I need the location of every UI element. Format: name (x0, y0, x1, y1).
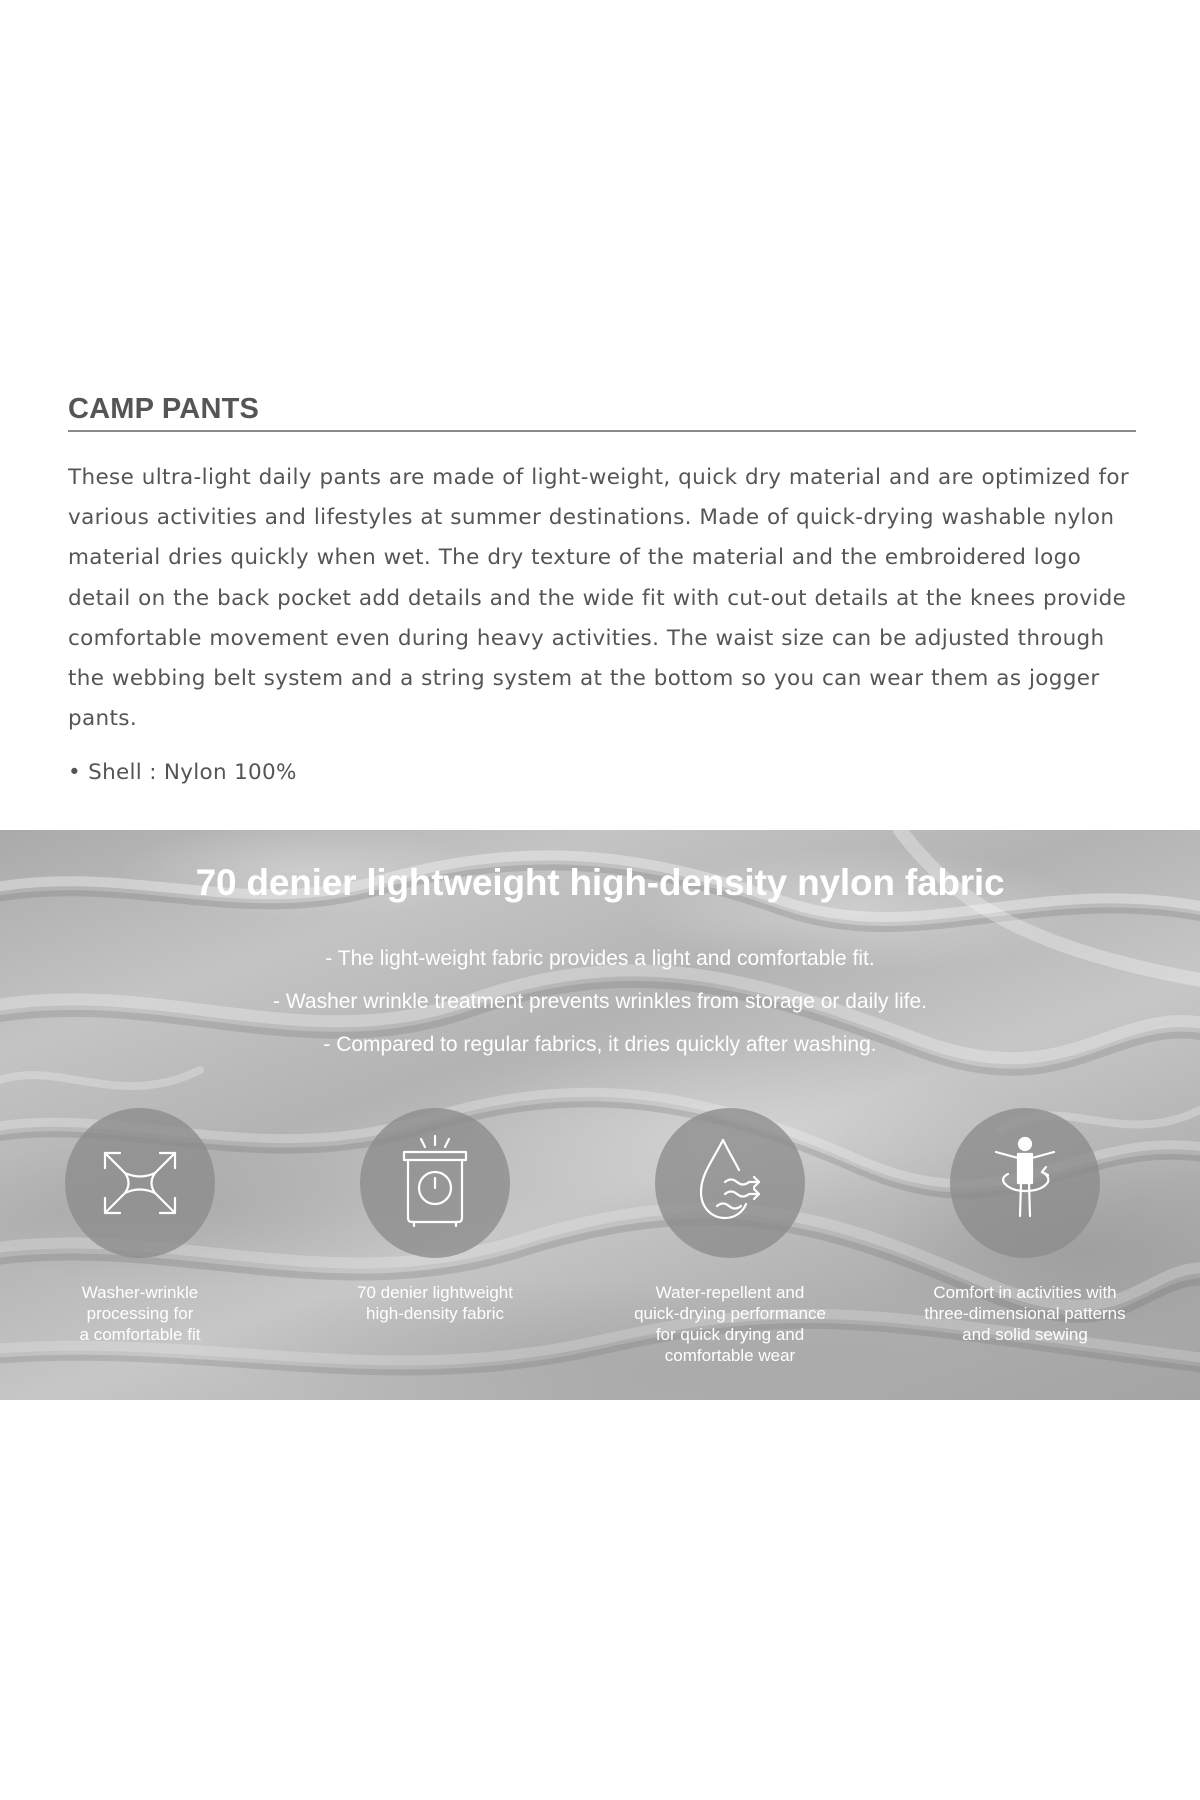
fabric-feature-banner (0, 830, 1200, 1400)
icon-caption: Washer-wrinkle processing for a comfortable fit (79, 1283, 201, 1344)
title-divider (68, 430, 1136, 432)
material-spec: • Shell : Nylon 100% (68, 760, 297, 786)
feature-comfort-activities (910, 1108, 1140, 1345)
feature-icon-row (0, 1108, 1200, 1378)
feature-washer-wrinkle (25, 1108, 255, 1345)
icon-circle (655, 1108, 805, 1258)
water-drop-icon (655, 1108, 805, 1258)
weight-scale-icon (360, 1108, 510, 1258)
product-description: These ultra-light daily pants are made of light-weight, quick dry material and are optimized for various activities and lifestyles at summer destinations. Made of quick-drying washable nylon material dries quickly when wet. The dry texture of the material and the embroidered logo detail on the back pocket add details and the wide fit with cut-out details at the knees provide comfortable movement even during heavy activities. The waist size can be adjusted through the webbing belt system and a string system at the bottom so you can wear them as jogger pants. (68, 465, 1130, 732)
feature-water-repellent (615, 1108, 845, 1366)
icon-caption: Comfort in activities with three-dimensional patterns and solid sewing (924, 1283, 1126, 1344)
feature-item: - Washer wrinkle treatment prevents wrinkles from storage or daily life. (273, 990, 927, 1013)
feature-item: - The light-weight fabric provides a light and comfortable fit. (325, 947, 875, 970)
feature-lightweight (320, 1108, 550, 1324)
feature-item: - Compared to regular fabrics, it dries quickly after washing. (323, 1033, 877, 1056)
icon-caption: Water-repellent and quick-drying performance for quick drying and comfortable wear (634, 1283, 826, 1365)
rotating-body-icon (950, 1108, 1100, 1258)
product-title: CAMP PANTS (68, 393, 260, 425)
banner-feature-list (0, 937, 1200, 1066)
icon-circle (950, 1108, 1100, 1258)
banner-heading: 70 denier lightweight high-density nylon fabric (195, 862, 1005, 903)
stretch-arrows-icon (65, 1108, 215, 1258)
icon-circle (65, 1108, 215, 1258)
icon-caption: 70 denier lightweight high-density fabric (357, 1283, 513, 1323)
product-info-section (68, 392, 1136, 793)
icon-circle (360, 1108, 510, 1258)
